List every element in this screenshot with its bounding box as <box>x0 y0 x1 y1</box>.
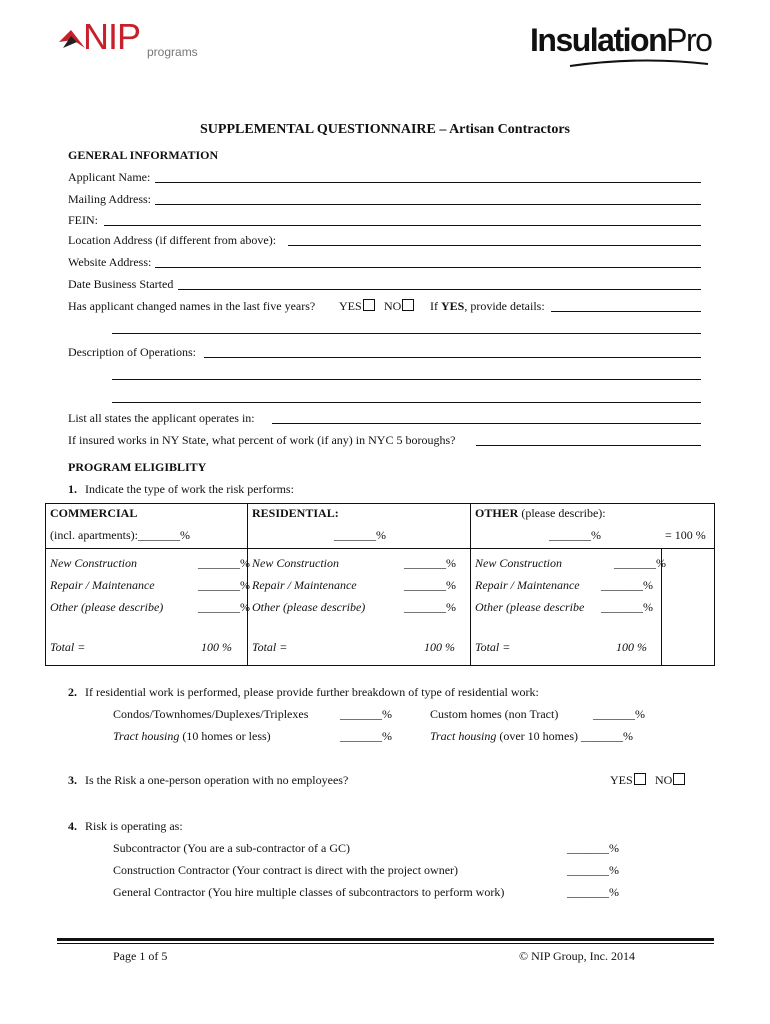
q2-tract-small-ital: Tract housing <box>113 729 180 743</box>
description-field-2[interactable] <box>112 379 701 380</box>
other-new-construction-label: New Construction <box>475 556 563 570</box>
location-address-label: Location Address (if different from above): <box>68 233 277 247</box>
q4-construction-contractor-field[interactable]: _______% <box>567 863 619 877</box>
q4-text: Risk is operating as: <box>85 819 183 833</box>
other-other-label: Other (please describe <box>475 600 585 614</box>
q3-yes-checkbox[interactable] <box>634 773 646 785</box>
work-type-table <box>45 503 715 666</box>
swoosh-icon <box>530 56 710 70</box>
q3-no-checkbox[interactable] <box>673 773 685 785</box>
date-started-label: Date Business Started <box>68 277 174 291</box>
insulationpro-logo-a: Insulation <box>530 22 667 58</box>
insulationpro-logo-b: Pro <box>666 22 712 58</box>
copyright: © NIP Group, Inc. 2014 <box>519 949 635 963</box>
q1-text: Indicate the type of work the risk performs: <box>85 482 294 496</box>
no-label: NO <box>384 299 402 313</box>
applicant-name-field[interactable] <box>155 182 701 183</box>
other-total-field[interactable]: _______% <box>549 528 601 542</box>
q4-general-contractor-label: General Contractor (You hire multiple classes of subcontractors to perform work) <box>113 885 505 899</box>
q1-number: 1. <box>68 482 77 496</box>
q2-text: If residential work is performed, please provide further breakdown of type of residential work: <box>85 685 539 699</box>
q4-construction-contractor-label: Construction Contractor (Your contract is direct with the project owner) <box>113 863 459 877</box>
commercial-total-label: Total = <box>50 640 86 654</box>
other-total-label: Total = <box>475 640 511 654</box>
other-new-construction-field[interactable]: _______% <box>614 556 666 570</box>
changed-names-label: Has applicant changed names in the last five years? <box>68 299 316 313</box>
residential-total-field[interactable]: _______% <box>334 528 386 542</box>
description-field-3[interactable] <box>112 402 701 403</box>
website-field[interactable] <box>155 267 701 268</box>
q3-no-label: NO <box>655 773 673 787</box>
q2-tract-small-field[interactable]: _______% <box>340 729 392 743</box>
description-field[interactable] <box>204 357 701 358</box>
residential-total-label: Total = <box>252 640 288 654</box>
q2-condos-label: Condos/Townhomes/Duplexes/Triplexes <box>113 707 309 721</box>
commercial-total-value: 100 % <box>201 640 232 654</box>
other-repair-field[interactable]: _______% <box>601 578 653 592</box>
insulationpro-logo <box>530 22 711 59</box>
other-header-bold: OTHER <box>475 506 519 520</box>
changed-names-no <box>384 299 414 314</box>
if-yes-label <box>430 299 545 314</box>
nyc-label: If insured works in NY State, what percent of work (if any) in NYC 5 boroughs? <box>68 433 456 447</box>
states-label: List all states the applicant operates in: <box>68 411 255 425</box>
changed-names-no-checkbox[interactable] <box>402 299 414 311</box>
page-number: Page 1 of 5 <box>113 949 168 963</box>
q2-custom-field[interactable]: _______% <box>593 707 645 721</box>
general-heading: GENERAL INFORMATION <box>68 148 219 162</box>
q3-yes-label: YES <box>610 773 633 787</box>
other-header-rest: (please describe): <box>518 506 606 520</box>
commercial-new-construction-label: New Construction <box>50 556 138 570</box>
q3-text: Is the Risk a one-person operation with no employees? <box>85 773 349 787</box>
q2-custom-label: Custom homes (non Tract) <box>430 707 559 721</box>
commercial-total-field[interactable]: (incl. apartments):_______% <box>50 528 190 542</box>
residential-repair-label: Repair / Maintenance <box>252 578 357 592</box>
commercial-repair-field[interactable]: _______% <box>198 578 250 592</box>
q2-tract-large-label[interactable] <box>430 729 633 744</box>
fein-field[interactable] <box>104 225 701 226</box>
residential-total-value: 100 % <box>424 640 455 654</box>
applicant-name-label: Applicant Name: <box>68 170 151 184</box>
q4-number: 4. <box>68 819 77 833</box>
q2-tract-large-ital: Tract housing <box>430 729 497 743</box>
q2-condos-field[interactable]: _______% <box>340 707 392 721</box>
q2-tract-large-rest: (over 10 homes) _______% <box>496 729 633 743</box>
if-yes-prefix: If <box>430 299 441 313</box>
residential-new-construction-label: New Construction <box>252 556 340 570</box>
commercial-new-construction-field[interactable]: _______% <box>198 556 250 570</box>
nyc-field[interactable] <box>476 445 701 446</box>
changed-names-yes-checkbox[interactable] <box>363 299 375 311</box>
q2-number: 2. <box>68 685 77 699</box>
footer-rule-thin <box>57 943 714 944</box>
q3-number: 3. <box>68 773 77 787</box>
states-field[interactable] <box>272 423 701 424</box>
mailing-address-field[interactable] <box>155 204 701 205</box>
q4-general-contractor-field[interactable]: _______% <box>567 885 619 899</box>
if-yes-suffix: , provide details: <box>464 299 545 313</box>
other-repair-label: Repair / Maintenance <box>475 578 580 592</box>
q3-no <box>655 773 685 788</box>
table-header-rule <box>46 548 714 549</box>
name-change-details-field-2[interactable] <box>112 333 701 334</box>
eligibility-heading: PROGRAM ELIGIBLITY <box>68 460 207 474</box>
residential-other-field[interactable]: _______% <box>404 600 456 614</box>
name-change-details-field[interactable] <box>551 311 701 312</box>
nip-arrow-icon <box>59 28 85 50</box>
table-divider-2 <box>470 504 471 665</box>
nip-logo-text: NIP <box>83 16 141 57</box>
mailing-address-label: Mailing Address: <box>68 192 151 206</box>
yes-label: YES <box>339 299 362 313</box>
residential-new-construction-field[interactable]: _______% <box>404 556 456 570</box>
residential-repair-field[interactable]: _______% <box>404 578 456 592</box>
q2-tract-small-rest: (10 homes or less) <box>179 729 271 743</box>
other-other-field[interactable]: _______% <box>601 600 653 614</box>
total-100-label: = 100 % <box>665 528 706 542</box>
q4-subcontractor-field[interactable]: _______% <box>567 841 619 855</box>
commercial-other-label: Other (please describe) <box>50 600 164 614</box>
other-total-value: 100 % <box>616 640 647 654</box>
other-header <box>475 506 606 521</box>
q2-tract-small-label <box>113 729 271 744</box>
if-yes-bold: YES <box>441 299 465 313</box>
commercial-other-field[interactable]: _______% <box>198 600 250 614</box>
website-label: Website Address: <box>68 255 152 269</box>
footer-rule-thick <box>57 938 714 941</box>
residential-header: RESIDENTIAL: <box>252 506 339 520</box>
page-title: SUPPLEMENTAL QUESTIONNAIRE – Artisan Contractors <box>200 122 570 137</box>
residential-other-label: Other (please describe) <box>252 600 366 614</box>
commercial-header: COMMERCIAL <box>50 506 138 520</box>
nip-logo-sub: programs <box>147 45 198 59</box>
q3-yes <box>610 773 646 788</box>
description-label: Description of Operations: <box>68 345 196 359</box>
commercial-repair-label: Repair / Maintenance <box>50 578 155 592</box>
q4-subcontractor-label: Subcontractor (You are a sub-contractor of a GC) <box>113 841 351 855</box>
changed-names-yes <box>339 299 375 314</box>
fein-label: FEIN: <box>68 213 98 227</box>
date-started-field[interactable] <box>178 289 701 290</box>
location-address-field[interactable] <box>288 245 701 246</box>
